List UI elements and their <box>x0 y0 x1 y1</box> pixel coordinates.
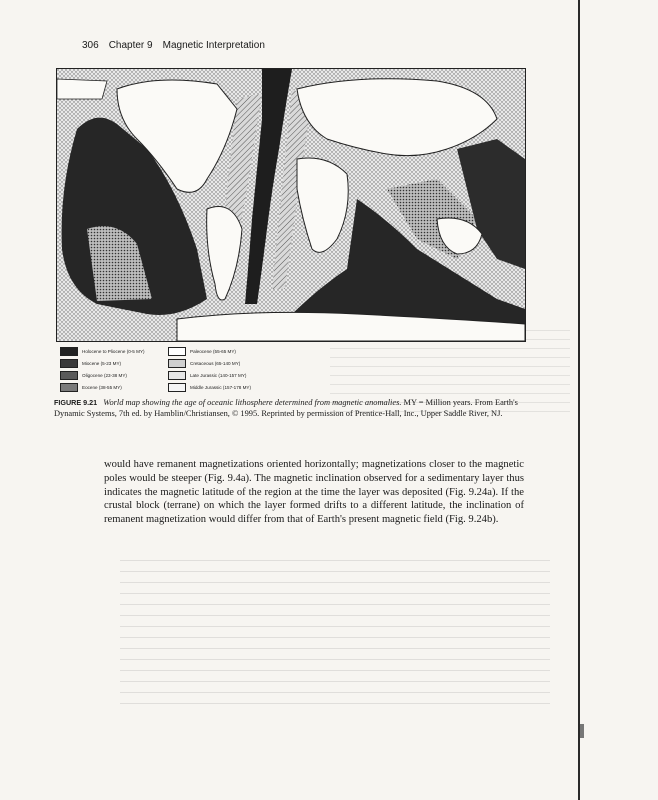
page-edge-line <box>578 0 580 800</box>
chapter-label: Chapter 9 <box>108 40 153 51</box>
legend-label: Late Jurassic (140-157 MY) <box>190 372 247 378</box>
caption-source: From Earth's Dynamic Systems, 7th ed. by Hamblin/Christiansen, © 1995. Reprinted by permission of Prentice-Hall, Inc., Upper Saddle River, NJ. <box>54 398 518 418</box>
legend-swatch <box>168 371 186 380</box>
legend-item <box>60 370 127 380</box>
legend-item <box>60 346 145 356</box>
legend-item <box>60 382 122 392</box>
legend-label: Oligocene (23-38 MY) <box>82 372 127 378</box>
legend-label: Eocene (38-55 MY) <box>82 384 122 390</box>
caption-unit: MY = Million years. <box>403 398 473 407</box>
legend-item <box>168 346 236 356</box>
map-legend <box>60 346 310 394</box>
figure-label: FIGURE 9.21 <box>54 398 98 407</box>
bleed-through-bottom <box>120 560 550 710</box>
legend-item <box>168 382 251 392</box>
legend-swatch <box>168 359 186 368</box>
legend-item <box>168 358 240 368</box>
legend-label: Miocene (5-23 MY) <box>82 360 122 366</box>
world-map-figure <box>56 68 526 342</box>
margin-mark <box>580 724 584 738</box>
body-paragraph: would have remanent magnetizations oriented horizontally; magnetizations closer to the magnetic poles would be steeper (Fig. 9.4a). The magnetic inclination observed for a sedimentary layer thus indicates the magnetic latitude of the region at the time the layer was deposited (Fig. 9.24a). If the crustal block (terrane) on which the layer formed drifts to a different latitude, the inclination of remanent magnetization would differ from that of Earth's present magnetic field (Fig. 9.24b). <box>104 459 524 526</box>
legend-swatch <box>168 383 186 392</box>
legend-label: Holocene to Pliocene (0-5 MY) <box>82 348 145 354</box>
bleed-through-top <box>300 14 540 74</box>
legend-swatch <box>60 359 78 368</box>
legend-swatch <box>168 347 186 356</box>
caption-title: World map showing the age of oceanic lithosphere determined from magnetic anomalies. <box>103 398 402 407</box>
legend-item <box>168 370 246 380</box>
legend-swatch <box>60 383 78 392</box>
legend-label: Paleocene (55-65 MY) <box>190 348 236 354</box>
chapter-title: Magnetic Interpretation <box>162 40 265 51</box>
legend-label: Cretaceous (65-140 MY) <box>190 360 241 366</box>
legend-swatch <box>60 371 78 380</box>
legend-item <box>60 358 121 368</box>
legend-label: Middle Jurassic (157-178 MY) <box>190 384 252 390</box>
figure-caption <box>54 398 524 419</box>
page-number: 306 <box>82 40 99 51</box>
arctic-landmass <box>57 79 107 99</box>
legend-swatch <box>60 347 78 356</box>
page-header <box>82 40 265 51</box>
ocean-age-map <box>57 69 525 341</box>
